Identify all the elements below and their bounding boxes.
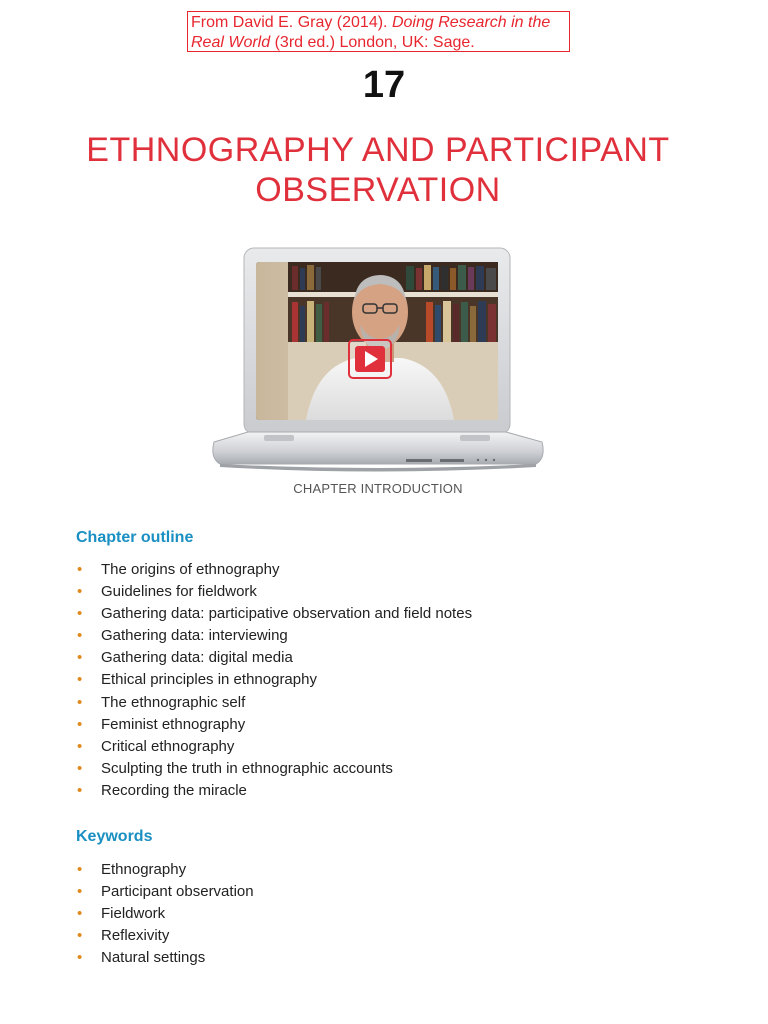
bullet-icon: • [77, 605, 83, 623]
outline-item [76, 758, 472, 780]
outline-item-text: Feminist ethnography [101, 715, 246, 733]
bullet-icon: • [77, 693, 83, 711]
bullet-icon: • [77, 737, 83, 755]
outline-item [76, 714, 472, 736]
outline-item [76, 647, 472, 669]
keywords-heading: Keywords [76, 828, 153, 845]
citation-box [187, 11, 570, 52]
bullet-icon: • [77, 627, 83, 645]
keyword-item [76, 881, 254, 903]
bullet-icon: • [77, 949, 83, 967]
bullet-icon: • [77, 671, 83, 689]
chapter-outline-heading: Chapter outline [76, 529, 194, 546]
chapter-title-line-1: ETHNOGRAPHY AND PARTICIPANT [86, 131, 670, 169]
keyword-item-text: Natural settings [101, 949, 206, 967]
video-laptop[interactable] [206, 246, 550, 476]
bullet-icon: • [77, 583, 83, 601]
bullet-icon: • [77, 715, 83, 733]
chapter-title [40, 130, 716, 210]
outline-item-text: Recording the miracle [101, 781, 247, 799]
chapter-title-line-2: OBSERVATION [255, 171, 501, 209]
outline-item [76, 581, 472, 603]
bullet-icon: • [77, 649, 83, 667]
bullet-icon: • [77, 561, 83, 578]
bullet-icon: • [77, 861, 83, 878]
keyword-item-text: Reflexivity [101, 927, 170, 945]
citation-prefix: From David E. Gray (2014). [191, 14, 392, 31]
outline-item [76, 736, 472, 758]
bullet-icon: • [77, 883, 83, 901]
video-caption: CHAPTER INTRODUCTION [293, 481, 463, 496]
outline-item-text: The ethnographic self [101, 693, 246, 711]
outline-item [76, 780, 472, 802]
bullet-icon: • [77, 781, 83, 799]
play-icon [349, 340, 391, 378]
keyword-item-text: Ethnography [101, 861, 187, 878]
bullet-icon: • [77, 927, 83, 945]
outline-item-text: Critical ethnography [101, 737, 235, 755]
keyword-item [76, 903, 254, 925]
outline-item [76, 625, 472, 647]
outline-item [76, 603, 472, 625]
outline-item-text: Gathering data: interviewing [101, 627, 288, 645]
outline-item-text: The origins of ethnography [101, 561, 280, 578]
keywords-list [76, 859, 254, 969]
outline-item [76, 669, 472, 691]
citation-suffix: (3rd ed.) London, UK: Sage. [270, 34, 475, 51]
bullet-icon: • [77, 905, 83, 923]
citation-book-title-1: Doing Research in the [391, 14, 551, 31]
outline-item [76, 559, 472, 581]
keyword-item [76, 947, 254, 969]
keyword-item-text: Fieldwork [101, 905, 166, 923]
chapter-outline-list [76, 559, 472, 802]
outline-item-text: Gathering data: digital media [101, 649, 293, 667]
keyword-item-text: Participant observation [101, 883, 254, 901]
keyword-item [76, 859, 254, 881]
outline-item-text: Sculpting the truth in ethnographic accounts [101, 759, 393, 777]
keyword-item [76, 925, 254, 947]
outline-item-text: Ethical principles in ethnography [101, 671, 317, 689]
outline-item-text: Guidelines for fieldwork [101, 583, 257, 601]
citation-book-title-2: Real World [191, 34, 271, 51]
bullet-icon: • [77, 759, 83, 777]
chapter-number: 17 [362, 64, 406, 106]
outline-item-text: Gathering data: participative observation and field notes [101, 605, 473, 623]
outline-item [76, 692, 472, 714]
